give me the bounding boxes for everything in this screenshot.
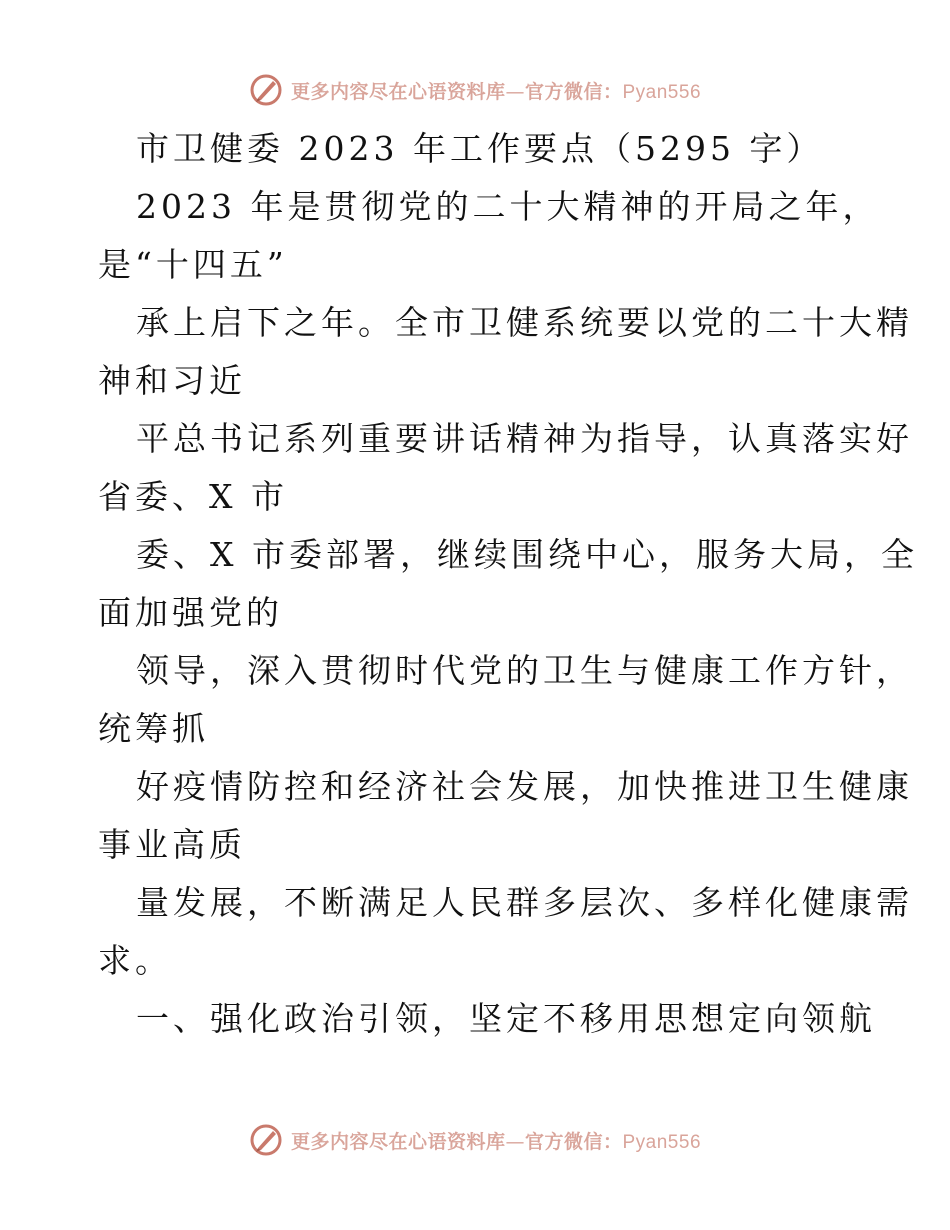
doc-line: 是“十四五” [98,245,288,284]
quill-seal-icon [249,1123,283,1157]
doc-line: 平总书记系列重要讲话精神为指导，认真落实好 [136,419,913,458]
doc-line: 委、X 市委部署，继续围绕中心，服务大局，全 [136,535,918,574]
doc-line: 事业高质 [98,825,246,864]
doc-title: 市卫健委 2023 年工作要点（5295 字） [136,129,824,168]
doc-line: 神和习近 [98,361,246,400]
doc-line: 面加强党的 [98,593,283,632]
quill-seal-icon [249,73,283,107]
header-watermark [0,70,950,110]
watermark-text: 更多内容尽在心语资料库—官方微信：Pyan556 [290,80,702,103]
doc-line: 2023 年是贯彻党的二十大精神的开局之年， [136,187,880,226]
section-heading: 一、强化政治引领，坚定不移用思想定向领航 [136,999,876,1038]
doc-line: 省委、X 市 [98,477,288,516]
doc-line: 量发展，不断满足人民群多层次、多样化健康需 [136,883,913,922]
doc-line: 统筹抓 [98,709,209,748]
doc-line: 承上启下之年。全市卫健系统要以党的二十大精 [136,303,913,342]
footer-watermark [0,1120,950,1160]
doc-line: 好疫情防控和经济社会发展，加快推进卫生健康 [136,767,913,806]
doc-line: 求。 [98,941,172,980]
doc-line: 领导，深入贯彻时代党的卫生与健康工作方针， [136,651,913,690]
watermark-text: 更多内容尽在心语资料库—官方微信：Pyan556 [290,1130,702,1153]
document-body [98,120,918,1048]
